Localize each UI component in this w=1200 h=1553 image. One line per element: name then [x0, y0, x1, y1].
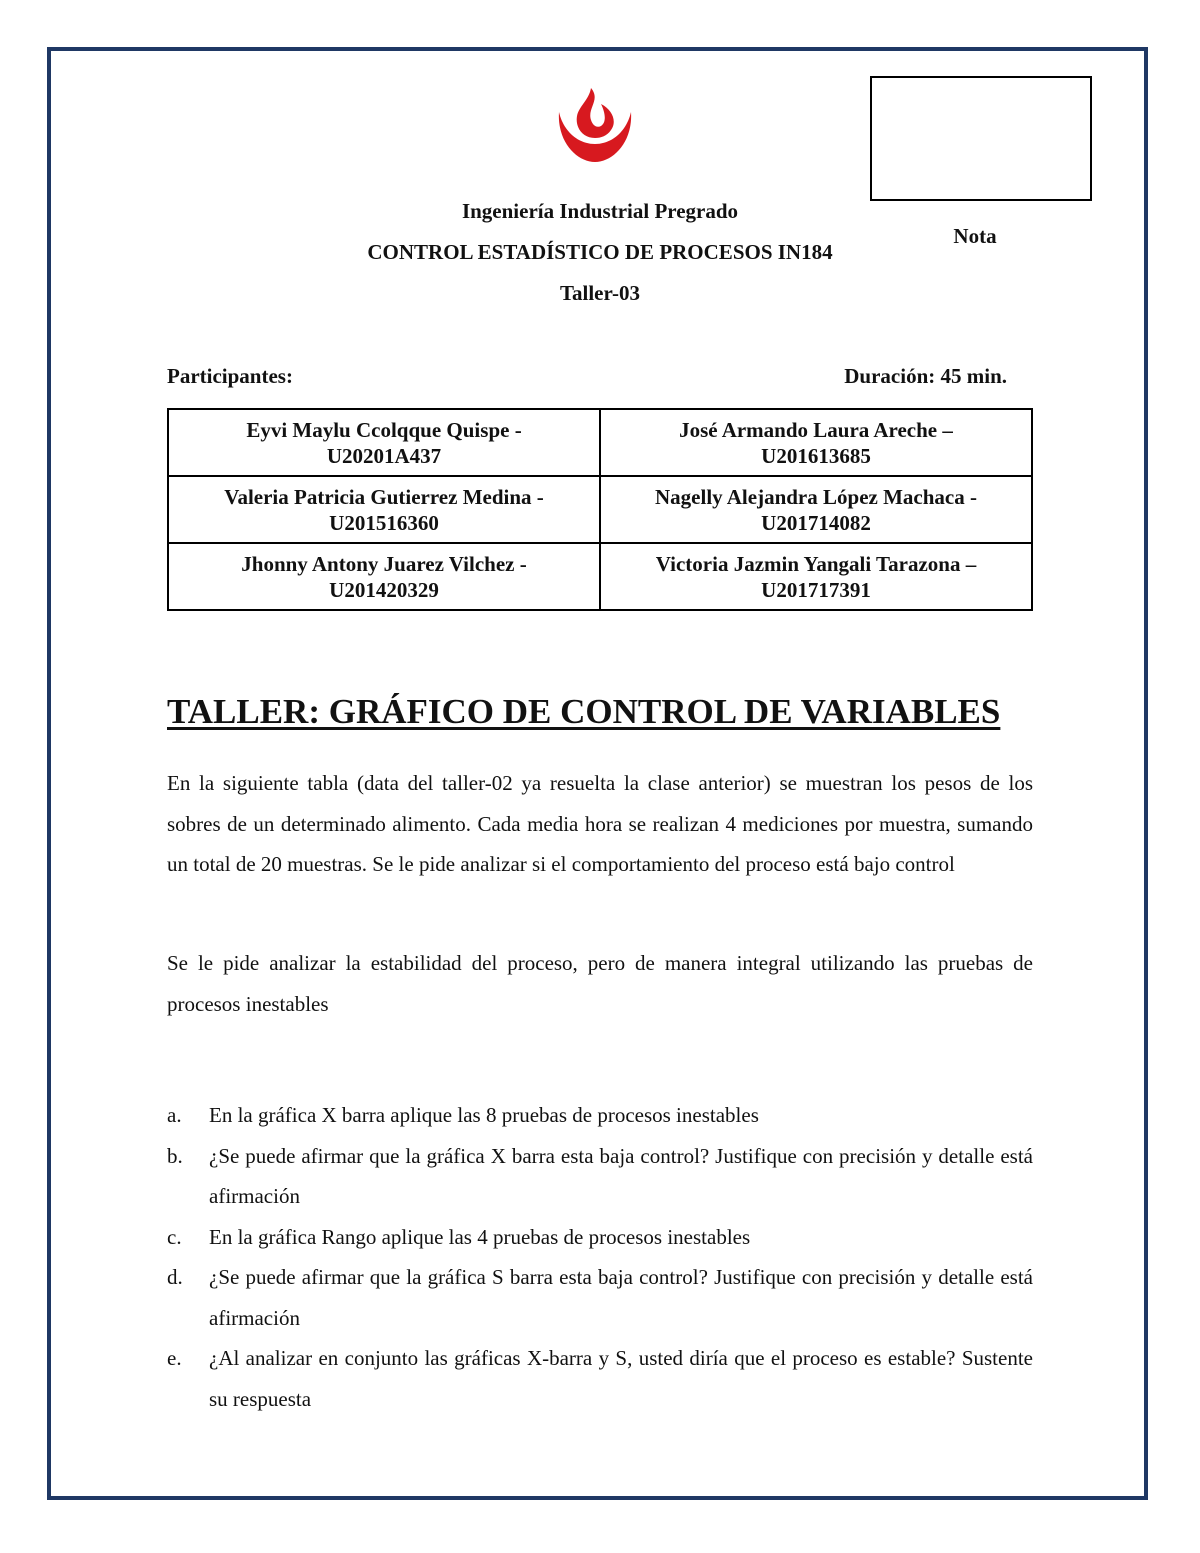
question-letter: a. — [167, 1103, 182, 1127]
participant-name: Valeria Patricia Gutierrez Medina - — [224, 484, 544, 509]
participant-cell — [600, 409, 1032, 476]
participant-cell — [168, 476, 600, 543]
course-name: CONTROL ESTADÍSTICO DE PROCESOS IN184 — [367, 240, 833, 264]
participant-name: Nagelly Alejandra López Machaca - — [655, 484, 977, 509]
participant-code: U201420329 — [329, 577, 439, 602]
question-text: En la gráfica Rango aplique las 4 pruebas de procesos inestables — [209, 1224, 751, 1249]
questions-list — [167, 1095, 1033, 1419]
table-row — [168, 476, 1032, 543]
question-item — [167, 1217, 1033, 1258]
grade-box[interactable] — [870, 76, 1092, 201]
intro-paragraph: En la siguiente tabla (data del taller-02 ya resuelta la clase anterior) se muestran los pesos de los sobres de un determinado alimento. Cada media hora se realizan 4 mediciones por muestra, sumando un total de 20 muestras. Se le pide analizar si el comportamiento del proceso está bajo control — [167, 771, 1033, 876]
university-flame-logo — [553, 82, 637, 166]
participant-name: Eyvi Maylu Ccolqque Quispe - — [246, 417, 522, 442]
table-row — [168, 409, 1032, 476]
participants-label: Participantes: — [167, 364, 293, 388]
participant-cell — [168, 543, 600, 610]
participant-name: Victoria Jazmin Yangali Tarazona – — [655, 551, 977, 576]
instruction-paragraph: Se le pide analizar la estabilidad del proceso, pero de manera integral utilizando las pruebas de procesos inestables — [167, 951, 1033, 1016]
duration-label: Duración: 45 min. — [844, 364, 1007, 388]
question-letter: d. — [167, 1265, 183, 1289]
participant-code: U201717391 — [761, 577, 871, 602]
table-row — [168, 543, 1032, 610]
question-text: ¿Se puede afirmar que la gráfica X barra esta baja control? Justifique con precisión y detalle está afirmación — [209, 1143, 1033, 1208]
workshop-name: Taller-03 — [559, 281, 641, 305]
question-letter: e. — [167, 1346, 182, 1370]
participant-code: U20201A437 — [326, 443, 442, 468]
question-text: ¿Se puede afirmar que la gráfica S barra esta baja control? Justifique con precisión y detalle está afirmación — [209, 1265, 1033, 1330]
question-text: En la gráfica X barra aplique las 8 pruebas de procesos inestables — [209, 1103, 759, 1127]
participant-cell — [600, 476, 1032, 543]
participant-cell — [600, 543, 1032, 610]
participant-code: U201516360 — [329, 510, 439, 535]
question-letter: b. — [167, 1143, 183, 1168]
question-text: ¿Al analizar en conjunto las gráficas X-barra y S, usted diría que el proceso es estable? Sustente su respuesta — [209, 1346, 1033, 1411]
grade-label: Nota — [953, 224, 997, 248]
workshop-title: TALLER: GRÁFICO DE CONTROL DE VARIABLES — [167, 692, 1001, 731]
question-item — [167, 1136, 1033, 1217]
participant-code: U201613685 — [761, 443, 871, 468]
question-item — [167, 1257, 1033, 1338]
question-letter: c. — [167, 1224, 182, 1249]
program-name: Ingeniería Industrial Pregrado — [461, 199, 739, 223]
question-item — [167, 1338, 1033, 1419]
question-item — [167, 1095, 1033, 1136]
participants-table — [167, 408, 1033, 611]
participant-cell — [168, 409, 600, 476]
participant-name: José Armando Laura Areche – — [679, 417, 953, 442]
participant-code: U201714082 — [761, 510, 871, 535]
participant-name: Jhonny Antony Juarez Vilchez - — [241, 551, 527, 576]
